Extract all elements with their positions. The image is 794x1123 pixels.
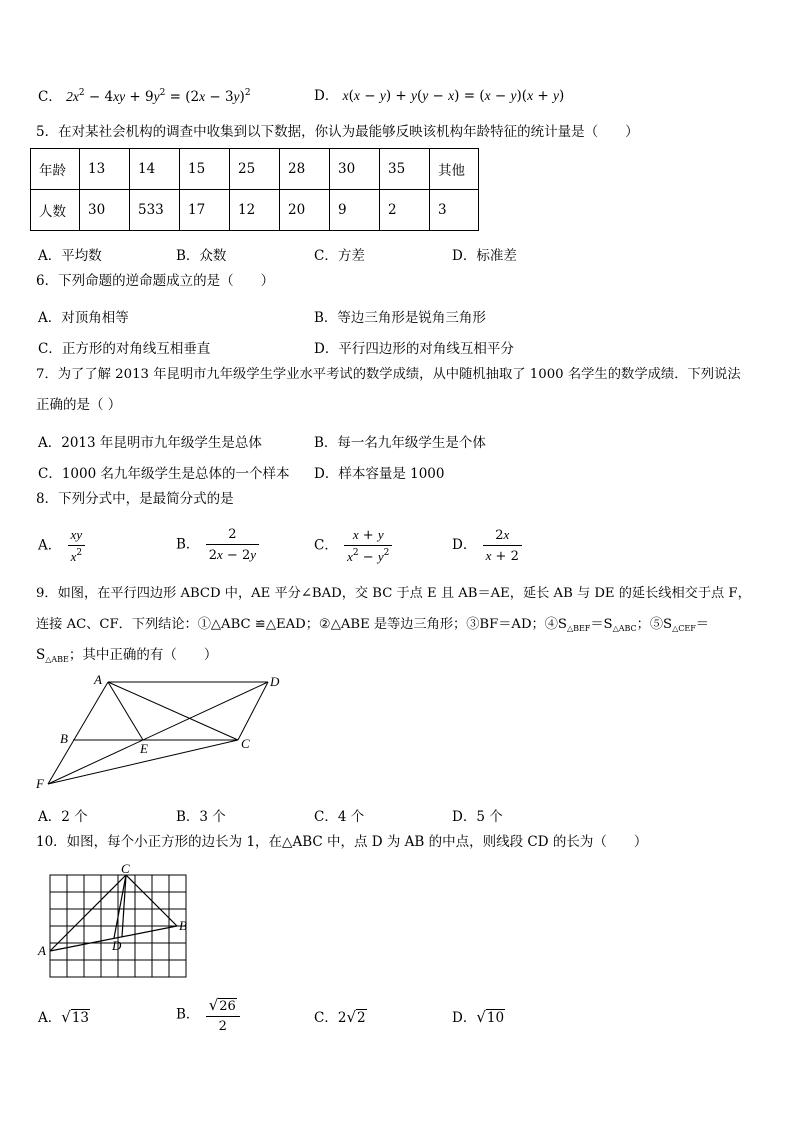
q9-label-f: F — [36, 776, 44, 791]
q8-stem: 8．下列分式中，是最简分式的是 — [36, 491, 234, 507]
q10-label-d: D — [112, 938, 122, 953]
table-cell: 9 — [330, 190, 380, 231]
q9-label-b: B — [60, 731, 68, 746]
sqrt-icon: √ — [346, 1008, 356, 1026]
q10-option-c-radicand: 2 — [357, 1010, 366, 1026]
q10-stem: 10．如图，每个小正方形的边长为 1，在△ABC 中，点 D 为 AB 的中点，则线段 CD 的长为（ ） — [36, 834, 648, 850]
q8-option-d — [452, 527, 524, 564]
table-cell: 25 — [230, 149, 280, 190]
q8-option-a — [38, 527, 87, 565]
q10-option-d-radicand: 10 — [486, 1010, 505, 1026]
table-cell: 13 — [80, 149, 130, 190]
table-cell: 14 — [130, 149, 180, 190]
q9-option-b: B．3 个 — [176, 809, 226, 825]
q9-stem-line1: 9．如图，在平行四边形 ABCD 中，AE 平分∠BAD，交 BC 于点 E 且 AB＝AE，延长 AB 与 DE 的延长线相交于点 F， — [36, 586, 751, 601]
q10-option-a-label: A． — [38, 1010, 62, 1026]
q9-label-c: C — [241, 736, 250, 751]
sqrt-icon: √ — [476, 1008, 486, 1026]
table-cell: 30 — [80, 190, 130, 231]
q10-option-c-coef: 2 — [337, 1010, 347, 1026]
q10-option-d — [452, 1006, 505, 1026]
q9-stem-line2-text: 连接 AC、CF．下列结论：①△ABC ≌△EAD；②△ABE 是等边三角形；③BF＝AD；④S — [36, 617, 567, 632]
q8-option-c — [314, 527, 394, 565]
sqrt-icon: √ — [208, 996, 219, 1014]
q8-option-b — [176, 527, 261, 563]
q10-grid-figure — [34, 860, 194, 980]
q10-option-b-radicand: 26 — [219, 999, 236, 1014]
q9-option-c: C．4 个 — [314, 809, 365, 825]
q7-option-d: D．样本容量是 1000 — [314, 466, 445, 482]
q9-option-d: D．5 个 — [452, 809, 503, 825]
q9-eq1: ＝S — [590, 617, 613, 632]
q7-option-a: A．2013 年昆明市九年级学生是总体 — [38, 435, 262, 451]
q9-eq2: ＝ — [695, 617, 709, 632]
q10-option-a-radicand: 13 — [71, 1010, 89, 1026]
q6-option-c: C．正方形的对角线互相垂直 — [38, 341, 211, 357]
q5-stem: 5．在对某社会机构的调查中收集到以下数据，你认为最能够反映该机构年龄特征的统计量是（ ） — [36, 124, 639, 140]
q4-option-c — [38, 89, 251, 105]
q9-stem-line3-s: S — [36, 647, 46, 663]
q10-label-b: B — [179, 918, 187, 933]
table-cell: 12 — [230, 190, 280, 231]
table-cell: 35 — [380, 149, 430, 190]
q4-option-d-label: D． — [314, 88, 339, 104]
q9-stem-line3-text: ；其中正确的有（ ） — [68, 647, 218, 663]
fraction: $\frac{x + y}{x^2 - y^2}$ — [344, 527, 392, 565]
q7-option-c: C．1000 名九年级学生是总体的一个样本 — [38, 466, 290, 482]
q7-stem-line1: 7．为了了解 2013 年昆明市九年级学生学业水平考试的数学成绩，从中随机抽取了 1000 名学生的数学成绩．下列说法 — [36, 367, 741, 382]
q10-option-c — [314, 1006, 367, 1026]
table-cell: 15 — [180, 149, 230, 190]
q9-parallelogram-figure — [30, 672, 300, 794]
q8-option-c-label: C． — [314, 537, 338, 554]
q10-option-b-denominator: 2 — [218, 1019, 227, 1034]
q10-option-a — [38, 1006, 90, 1026]
q9-label-e: E — [140, 741, 148, 756]
fraction: $\frac{2x}{x + 2}$ — [483, 527, 522, 564]
table-cell: 28 — [280, 149, 330, 190]
table-cell: 20 — [280, 190, 330, 231]
table-row — [31, 190, 479, 231]
q9-stem-line2-tail: ；⑤S — [636, 617, 673, 632]
q8-option-b-label: B． — [176, 536, 200, 553]
q9-label-a: A — [94, 672, 102, 687]
q8-option-d-label: D． — [452, 537, 477, 553]
q5-option-b: B．众数 — [176, 248, 227, 264]
q9-sub-abe: △ABE — [45, 655, 69, 664]
q4-option-c-label: C． — [38, 89, 62, 105]
q10-option-b — [176, 996, 242, 1034]
q5-option-a: A．平均数 — [38, 248, 102, 264]
q5-data-table — [30, 148, 479, 231]
q9-sub-abc: △ABC — [612, 624, 637, 633]
q4-option-d — [314, 89, 564, 104]
q7-option-b: B．每一名九年级学生是个体 — [314, 435, 486, 451]
q9-sub-cef: △CEF — [672, 624, 696, 633]
fraction — [206, 996, 240, 1034]
q5-option-c: C．方差 — [314, 248, 365, 264]
table-row — [31, 149, 479, 190]
q7-stem-line2: 正确的是（ ） — [36, 397, 122, 413]
table-cell: 17 — [180, 190, 230, 231]
q8-option-a-label: A． — [38, 537, 62, 554]
fraction: $\frac{2}{2x - 2y}$ — [206, 527, 259, 563]
q4-option-c-formula: $2x^2 - 4xy + 9y^2 = (2x - 3y)^2$ — [66, 88, 251, 105]
q5-option-d: D．标准差 — [452, 248, 517, 264]
q6-option-b: B．等边三角形是锐角三角形 — [314, 310, 486, 326]
q9-stem-line2 — [36, 618, 709, 633]
q6-option-d: D．平行四边形的对角线互相平分 — [314, 341, 514, 357]
q6-option-a: A．对顶角相等 — [38, 310, 129, 326]
q4-option-d-formula: x(x − y) + y(y − x) = (x − y)(x + y) — [342, 88, 565, 104]
q10-option-c-label: C． — [314, 1010, 338, 1026]
q9-label-d: D — [270, 674, 280, 689]
table-cell: 533 — [130, 190, 180, 231]
q10-option-b-label: B． — [176, 1006, 200, 1023]
table-cell: 人数 — [31, 190, 80, 231]
table-cell: 2 — [380, 190, 430, 231]
fraction: $\frac{xy}{x^2}$ — [68, 527, 86, 565]
q9-option-a: A．2 个 — [38, 809, 88, 825]
table-cell: 其他 — [430, 149, 479, 190]
q10-label-c: C — [121, 861, 130, 876]
sqrt-icon: √ — [61, 1008, 71, 1026]
table-cell: 3 — [430, 190, 479, 231]
q10-option-d-label: D． — [452, 1010, 477, 1026]
q6-stem: 6．下列命题的逆命题成立的是（ ） — [36, 273, 275, 289]
table-cell: 年龄 — [31, 149, 80, 190]
q9-sub-bef: △BEF — [566, 624, 591, 633]
q9-stem-line3 — [36, 649, 217, 664]
table-cell: 30 — [330, 149, 380, 190]
q10-label-a: A — [38, 943, 46, 958]
